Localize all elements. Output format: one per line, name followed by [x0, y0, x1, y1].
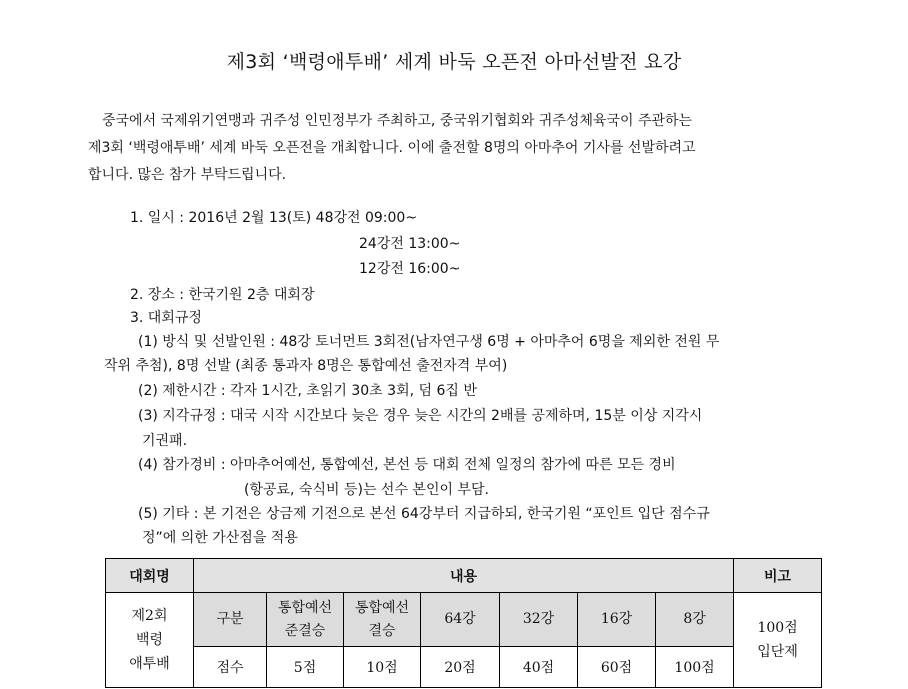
note-cell	[734, 593, 822, 688]
venue-line: 2. 장소 : 한국기원 2층 대회장	[130, 287, 315, 303]
rule-1-line-b: 작위 추첨), 8명 선발 (최종 통과자 8명은 통합예선 출전자격 부여)	[104, 358, 508, 374]
stage-line-1: 통합예선	[277, 599, 333, 616]
stage-label-cell: 구분	[194, 593, 267, 647]
event-name-line-2: 백령	[135, 632, 164, 648]
event-name-cell	[106, 593, 194, 688]
score-cell: 100점	[656, 647, 734, 688]
stage-line-2: 준결승	[284, 622, 326, 639]
score-cell: 10점	[344, 647, 421, 688]
header-note: 비고	[734, 559, 822, 593]
stage-cell	[267, 593, 344, 647]
score-cell: 40점	[500, 647, 578, 688]
score-label-cell: 점수	[194, 647, 267, 688]
intro-line-1: 중국에서 국제위기연맹과 귀주성 인민정부가 주최하고, 중국위기협회와 귀주성체육국이 주관하는	[102, 113, 693, 129]
note-line-1: 100점	[757, 620, 798, 636]
header-content: 내용	[194, 559, 734, 593]
stage-line-1: 통합예선	[354, 599, 410, 616]
stage-cell: 16강	[578, 593, 656, 647]
rule-3-line-a: (3) 지각규정 : 대국 시작 시간보다 늦은 경우 늦은 시간의 2배를 공제하며, 15분 이상 지각시	[138, 408, 703, 424]
intro-line-3: 합니다. 많은 참가 부탁드립니다.	[88, 167, 287, 183]
table-row-stages	[106, 593, 822, 647]
schedule-line-2: 24강전 13:00~	[359, 236, 461, 252]
score-cell: 20점	[421, 647, 500, 688]
schedule-line-3: 12강전 16:00~	[359, 261, 461, 277]
event-name-line-3: 애투배	[129, 656, 170, 672]
stage-cell: 8강	[656, 593, 734, 647]
rule-4-line-a: (4) 참가경비 : 아마추어예선, 통합예선, 본선 등 대회 전체 일정의 참가에 따른 모든 경비	[138, 457, 676, 473]
rule-3-line-b: 기권패.	[142, 433, 188, 449]
rule-4-line-b: (항공료, 숙식비 등)는 선수 본인이 부담.	[244, 482, 489, 498]
table-header-row	[106, 559, 822, 593]
intro-paragraph	[88, 108, 828, 189]
event-name-line-1: 제2회	[131, 608, 168, 624]
stage-cell	[344, 593, 421, 647]
note-line-2: 입단제	[757, 644, 798, 660]
score-table	[105, 558, 822, 688]
score-cell: 5점	[267, 647, 344, 688]
rule-5-line-b: 정”에 의한 가산점을 적용	[142, 530, 298, 546]
intro-line-2: 제3회 ‘백령애투배’ 세계 바둑 오픈전을 개최합니다. 이에 출전할 8명의 아마추어 기사를 선발하려고	[88, 140, 696, 156]
rule-2-line: (2) 제한시간 : 각자 1시간, 초읽기 30초 3회, 덤 6집 반	[138, 383, 477, 399]
score-cell: 60점	[578, 647, 656, 688]
header-event: 대회명	[106, 559, 194, 593]
table-row-scores	[106, 647, 822, 688]
stage-line-2: 결승	[368, 622, 396, 639]
stage-cell: 64강	[421, 593, 500, 647]
rules-heading: 3. 대회규정	[130, 310, 202, 326]
schedule-line-1: 1. 일시 : 2016년 2월 13(토) 48강전 09:00~	[130, 210, 418, 226]
page-title: 제3회 ‘백령애투배’ 세계 바둑 오픈전 아마선발전 요강	[226, 51, 682, 73]
rule-5-line-a: (5) 기타 : 본 기전은 상금제 기전으로 본선 64강부터 지급하되, 한국기원 “포인트 입단 점수규	[138, 506, 710, 522]
stage-cell: 32강	[500, 593, 578, 647]
rule-1-line-a: (1) 방식 및 선발인원 : 48강 토너먼트 3회전(남자연구생 6명 + 아마추어 6명을 제외한 전원 무	[138, 334, 720, 350]
